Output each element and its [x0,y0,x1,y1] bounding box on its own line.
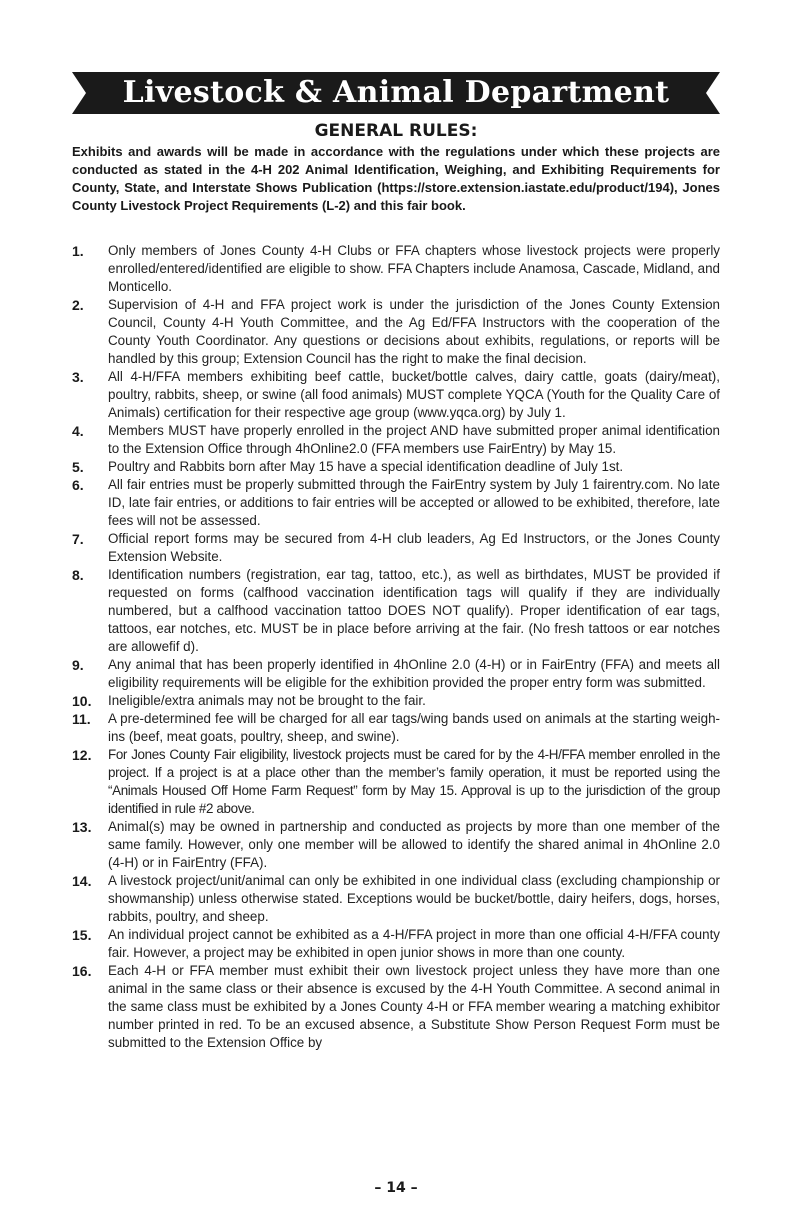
rule-text: Ineligible/extra animals may not be brought to the fair. [108,693,426,708]
rule-number: 10. [72,693,92,709]
rule-text: Identification numbers (registration, ear tag, tattoo, etc.), as well as birthdates, MUST be provided if requested on forms (calfhood vaccination identification tags will qualify if they are individually numbered, but a calfhood vaccination tattoo DOES NOT qualify). Proper identification of ear tags, tattoos, ear notches, etc. MUST be in place before arriving at the fair. (No fresh tattoos or ear notches are allowefif d). [108,567,720,654]
rule-text: Animal(s) may be owned in partnership and conducted as projects by more than one member of the same family. However, only one member will be allowed to identify the shared animal in 4hOnline 2.0 (4-H) or in FairEntry (FFA). [108,819,720,870]
rule-item [72,242,720,296]
rule-number: 15. [72,927,92,943]
rule-number: 2. [72,297,84,313]
rule-text: For Jones County Fair eligibility, livestock projects must be cared for by the 4-H/FFA member enrolled in the project. If a project is at a place other than the member’s family operation, it must be reported using the “Animals Housed Off Home Farm Request” form by May 15. Approval is up to the jurisdiction of the group identified in rule #2 above. [108,747,720,816]
rule-text: Poultry and Rabbits born after May 15 have a special identification deadline of July 1st. [108,459,624,474]
rule-number: 3. [72,369,84,385]
rule-number: 12. [72,747,92,763]
rule-number: 7. [72,531,84,547]
rule-text: A pre-determined fee will be charged for all ear tags/wing bands used on animals at the starting weigh-ins (beef, meat goats, poultry, sheep, and swine). [108,711,720,744]
rule-text: A livestock project/unit/animal can only be exhibited in one individual class (excluding championship or showmanship) unless otherwise stated. Exceptions would be bucket/bottle, dairy heifers, dogs, horses, rabbits, poultry, and sheep. [108,873,720,924]
rule-item [72,926,720,962]
rule-item [72,368,720,422]
rule-item [72,818,720,872]
rule-text: Each 4-H or FFA member must exhibit their own livestock project unless they have more than one animal in the same class or their absence is excused by the 4-H Youth Committee. A second animal in the same class must be exhibited by a Jones County 4-H or FFA member wearing a matching exhibitor number printed in red. To be an excused absence, a Substitute Show Person Request Form must be submitted to the Extension Office by [108,963,720,1050]
intro-paragraph: Exhibits and awards will be made in accordance with the regulations under which these projects are conducted as stated in the 4-H 202 Animal Identification, Weighing, and Exhibiting Requirements for County, State, and Interstate Shows Publication (https://store.extension.iastate.edu/product/194), Jones County Livestock Project Requirements (L-2) and this fair book. [72,144,720,213]
rule-item [72,746,720,818]
rule-number: 16. [72,963,92,979]
rule-text: All 4-H/FFA members exhibiting beef cattle, bucket/bottle calves, dairy cattle, goats (dairy/meat), poultry, rabbits, sheep, or swine (all food animals) MUST complete YQCA (Youth for the Quality Care of Animals) certification for their respective age group (www.yqca.org) by July 1. [108,369,720,420]
rule-item [72,476,720,530]
department-banner [72,72,720,114]
rule-item [72,422,720,458]
rule-item [72,962,720,1052]
rule-text: An individual project cannot be exhibited as a 4-H/FFA project in more than one official 4-H/FFA county fair. However, a project may be exhibited in open junior shows in more than one county. [108,927,720,960]
rule-text: Members MUST have properly enrolled in the project AND have submitted proper animal identification to the Extension Office through 4hOnline2.0 (FFA members use FairEntry) by May 15. [108,423,720,456]
rule-text: Official report forms may be secured from 4-H club leaders, Ag Ed Instructors, or the Jones County Extension Website. [108,531,720,564]
rule-item [72,710,720,746]
rule-item [72,296,720,368]
rule-text: Any animal that has been properly identified in 4hOnline 2.0 (4-H) or in FairEntry (FFA) and meets all eligibility requirements will be eligible for the exhibition provided the proper entry form was submitted. [108,657,720,690]
rule-item [72,656,720,692]
rule-number: 1. [72,243,84,259]
rule-item [72,566,720,656]
rule-item [72,692,720,710]
rule-number: 5. [72,459,84,475]
rule-number: 4. [72,423,84,439]
general-rules-heading: GENERAL RULES: [314,121,478,141]
rule-number: 6. [72,477,84,493]
rule-number: 9. [72,657,84,673]
rule-text: Supervision of 4-H and FFA project work is under the jurisdiction of the Jones County Extension Council, County 4-H Youth Committee, and the Ag Ed/FFA Instructors with the cooperation of the County Youth Coordinator. Any questions or decisions about exhibits, regulations, or reports will be handled by this group; Extension Council has the right to make the final decision. [108,297,720,366]
rule-item [72,530,720,566]
rule-item [72,872,720,926]
rule-text: Only members of Jones County 4-H Clubs or FFA chapters whose livestock projects were properly enrolled/entered/identified are eligible to show. FFA Chapters include Anamosa, Cascade, Midland, and Monticello. [108,243,720,294]
rule-number: 11. [72,711,91,727]
rule-text: All fair entries must be properly submitted through the FairEntry system by July 1 fairentry.com. No late ID, late fair entries, or additions to fair entries will be accepted or allowed to be exhibited, therefore, late fees will not be assessed. [108,477,720,528]
rule-number: 13. [72,819,92,835]
rule-number: 14. [72,873,92,889]
rule-item [72,458,720,476]
rules-list [72,242,720,1052]
rule-number: 8. [72,567,84,583]
department-title: Livestock & Animal Department [122,75,670,110]
page-number: – 14 – [374,1180,418,1196]
